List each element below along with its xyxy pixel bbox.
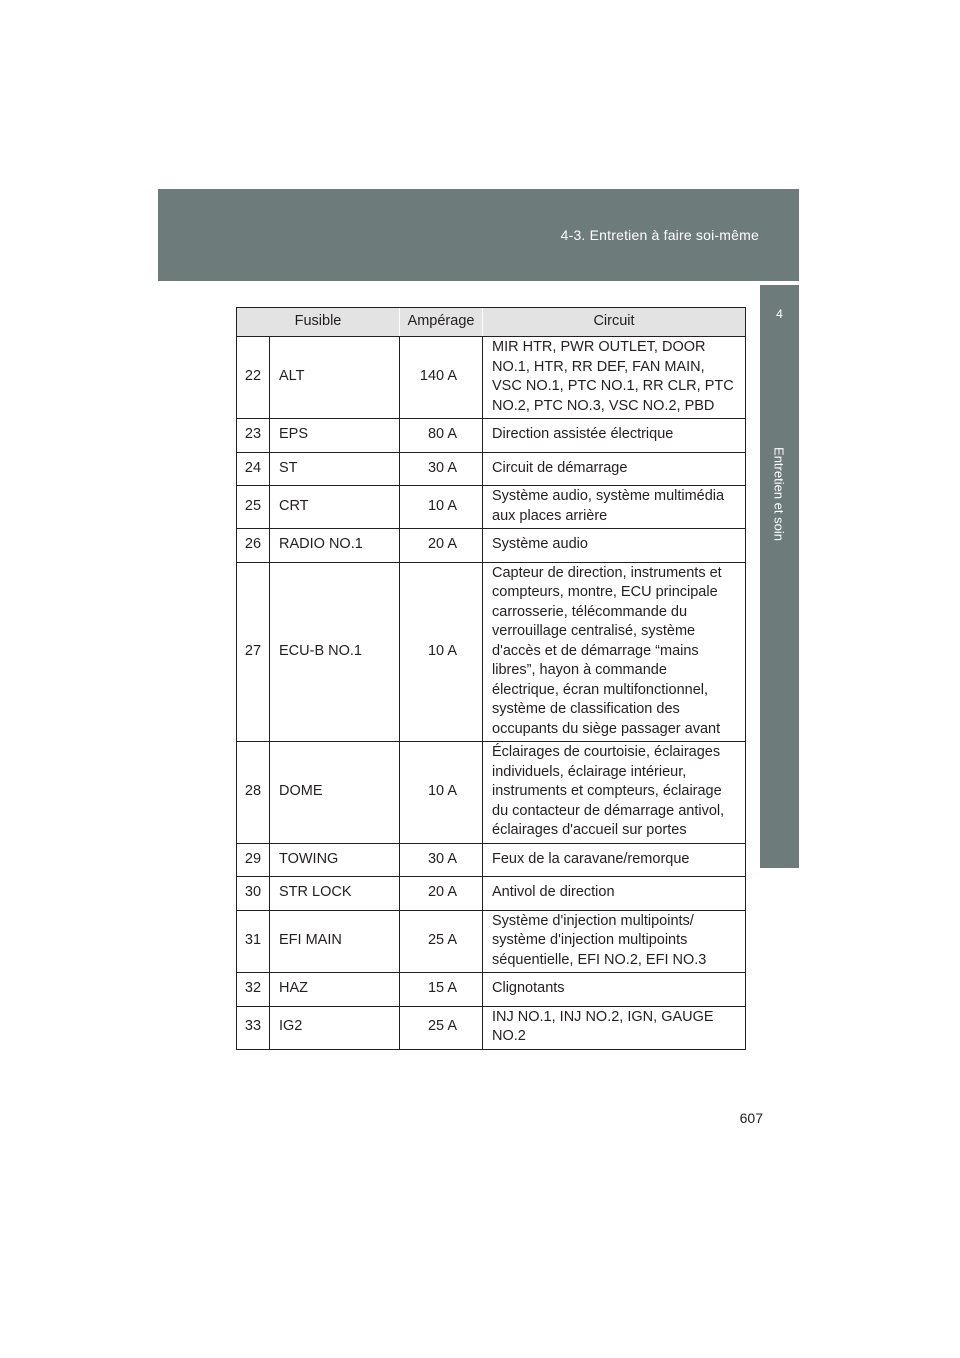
- fuse-name-cell-text: IG2: [279, 1018, 303, 1035]
- table-row: [237, 486, 746, 529]
- column-header-circuit: Circuit: [483, 308, 746, 337]
- amperage-cell: [400, 843, 483, 877]
- table-body: [237, 337, 746, 1050]
- table-row: [237, 742, 746, 844]
- circuit-cell-text: Antivol de direction: [492, 884, 615, 900]
- page-number: 607: [739, 1110, 763, 1126]
- fuse-name-cell-text: STR LOCK: [279, 884, 352, 900]
- circuit-cell-text: Clignotants: [492, 980, 565, 996]
- fuse-number-cell: [237, 452, 270, 486]
- amperage-cell-text: 30 A: [427, 459, 457, 476]
- table-row: [237, 562, 746, 742]
- circuit-cell-text: Direction assistée électrique: [492, 426, 674, 442]
- amperage-cell-text: 140 A: [419, 368, 457, 385]
- amperage-cell: [400, 452, 483, 486]
- circuit-cell-text: Système d'injection multipoints/ système d'injection multipoints séquentielle, EFI NO.2, EFI NO.3: [492, 912, 707, 968]
- amperage-cell: [400, 910, 483, 973]
- fuse-number-cell-text: 26: [244, 536, 262, 552]
- amperage-cell: [400, 486, 483, 529]
- fuse-number-cell: [237, 910, 270, 973]
- table-row: [237, 877, 746, 911]
- amperage-cell-text: 25 A: [427, 932, 457, 948]
- fuse-number-cell-text: 24: [244, 459, 262, 476]
- fuse-number-cell: [237, 742, 270, 844]
- amperage-cell: [400, 973, 483, 1007]
- fuse-number-cell-text: 28: [244, 783, 262, 799]
- table-row: [237, 910, 746, 973]
- fuse-name-cell: [270, 910, 400, 973]
- fuse-number-cell-text: 25: [244, 497, 262, 514]
- table-row: [237, 419, 746, 453]
- table-row: [237, 452, 746, 486]
- fuse-name-cell-text: DOME: [279, 783, 323, 799]
- fuse-name-cell-text: HAZ: [279, 980, 308, 996]
- amperage-cell-text: 20 A: [427, 536, 457, 552]
- amperage-cell-text: 20 A: [427, 884, 457, 900]
- fuse-name-cell: [270, 529, 400, 563]
- fuse-name-cell: [270, 973, 400, 1007]
- circuit-cell: [483, 973, 746, 1007]
- amperage-cell: [400, 562, 483, 742]
- column-header-fuse: Fusible: [237, 308, 400, 337]
- amperage-cell: [400, 529, 483, 563]
- circuit-cell: [483, 843, 746, 877]
- circuit-cell-text: Éclairages de courtoisie, éclairages individuels, éclairage intérieur, instruments et compteurs, éclairage du contacteur de démarrage antivol, éclairages d'accueil sur portes: [492, 744, 725, 838]
- fuse-name-cell: [270, 337, 400, 419]
- amperage-cell-text: 10 A: [427, 783, 457, 799]
- circuit-cell: [483, 337, 746, 419]
- table-row: [237, 973, 746, 1007]
- table-row: [237, 337, 746, 419]
- amperage-cell: [400, 742, 483, 844]
- fuse-number-cell: [237, 973, 270, 1007]
- circuit-cell: [483, 742, 746, 844]
- circuit-cell-text: MIR HTR, PWR OUTLET, DOOR NO.1, HTR, RR DEF, FAN MAIN, VSC NO.1, PTC NO.1, RR CLR, PTC NO.2, PTC NO.3, VSC NO.2, PBD: [492, 339, 734, 414]
- amperage-cell: [400, 1006, 483, 1049]
- circuit-cell-text: Système audio, système multimédia aux places arrière: [492, 488, 725, 524]
- circuit-cell-text: Circuit de démarrage: [492, 459, 628, 476]
- amperage-cell-text: 80 A: [427, 426, 457, 442]
- fuse-name-cell: [270, 452, 400, 486]
- table-header-row: [237, 308, 746, 337]
- fuse-number-cell-text: 29: [244, 850, 262, 867]
- amperage-cell: [400, 877, 483, 911]
- fuse-name-cell-text: EFI MAIN: [279, 932, 342, 948]
- section-header: [158, 189, 799, 281]
- table-row: [237, 529, 746, 563]
- fuse-number-cell: [237, 529, 270, 563]
- fuse-number-cell-text: 31: [244, 932, 262, 948]
- table-row: [237, 843, 746, 877]
- fuse-number-cell-text: 30: [244, 884, 262, 900]
- fuse-name-cell-text: ALT: [279, 368, 305, 385]
- circuit-cell-text: Système audio: [492, 536, 588, 552]
- fuse-name-cell: [270, 486, 400, 529]
- chapter-label: Entretien et soin: [771, 447, 787, 541]
- amperage-cell-text: 25 A: [427, 1018, 457, 1035]
- circuit-cell-text: Feux de la caravane/remorque: [492, 850, 690, 867]
- chapter-number: 4: [776, 307, 783, 321]
- fuse-name-cell: [270, 742, 400, 844]
- circuit-cell: [483, 486, 746, 529]
- amperage-cell: [400, 337, 483, 419]
- fuse-number-cell: [237, 562, 270, 742]
- circuit-cell: [483, 529, 746, 563]
- fuse-number-cell: [237, 419, 270, 453]
- fuse-name-cell-text: RADIO NO.1: [279, 536, 363, 552]
- fuse-name-cell: [270, 419, 400, 453]
- circuit-cell: [483, 910, 746, 973]
- tab-divider: [760, 281, 799, 285]
- chapter-tab: [760, 281, 799, 868]
- circuit-cell-text: Capteur de direction, instruments et compteurs, montre, ECU principale carrosserie, télécommande du verrouillage centralisé, système d'accès et de démarrage “mains libres”, hayon à commande électrique, écran multifonctionnel, système de classification des occupants du siège passager avant: [492, 564, 722, 737]
- circuit-cell: [483, 1006, 746, 1049]
- fuse-number-cell-text: 33: [244, 1018, 262, 1035]
- fuse-number-cell: [237, 337, 270, 419]
- fuse-number-cell-text: 23: [244, 426, 262, 442]
- fuse-table: [236, 307, 746, 1050]
- circuit-cell: [483, 419, 746, 453]
- fuse-number-cell: [237, 877, 270, 911]
- amperage-cell: [400, 419, 483, 453]
- fuse-name-cell-text: EPS: [279, 426, 309, 442]
- fuse-name-cell: [270, 843, 400, 877]
- circuit-cell: [483, 562, 746, 742]
- fuse-number-cell-text: 32: [244, 980, 262, 996]
- table-row: [237, 1006, 746, 1049]
- column-header-amperage: Ampérage: [400, 308, 483, 337]
- fuse-name-cell: [270, 1006, 400, 1049]
- circuit-cell: [483, 877, 746, 911]
- circuit-cell-text: INJ NO.1, INJ NO.2, IGN, GAUGE NO.2: [492, 1008, 714, 1044]
- circuit-cell: [483, 452, 746, 486]
- fuse-name-cell-text: ST: [279, 459, 298, 476]
- fuse-name-cell-text: ECU-B NO.1: [279, 642, 362, 659]
- fuse-name-cell-text: TOWING: [279, 850, 339, 867]
- amperage-cell-text: 15 A: [427, 980, 457, 996]
- fuse-number-cell: [237, 1006, 270, 1049]
- fuse-name-cell: [270, 877, 400, 911]
- section-title: 4-3. Entretien à faire soi-même: [560, 227, 759, 243]
- fuse-number-cell-text: 22: [244, 368, 262, 385]
- amperage-cell-text: 10 A: [427, 497, 457, 514]
- amperage-cell-text: 30 A: [427, 850, 457, 867]
- fuse-number-cell: [237, 486, 270, 529]
- fuse-number-cell: [237, 843, 270, 877]
- amperage-cell-text: 10 A: [427, 642, 457, 659]
- fuse-number-cell-text: 27: [244, 642, 262, 659]
- fuse-name-cell: [270, 562, 400, 742]
- fuse-name-cell-text: CRT: [279, 497, 309, 514]
